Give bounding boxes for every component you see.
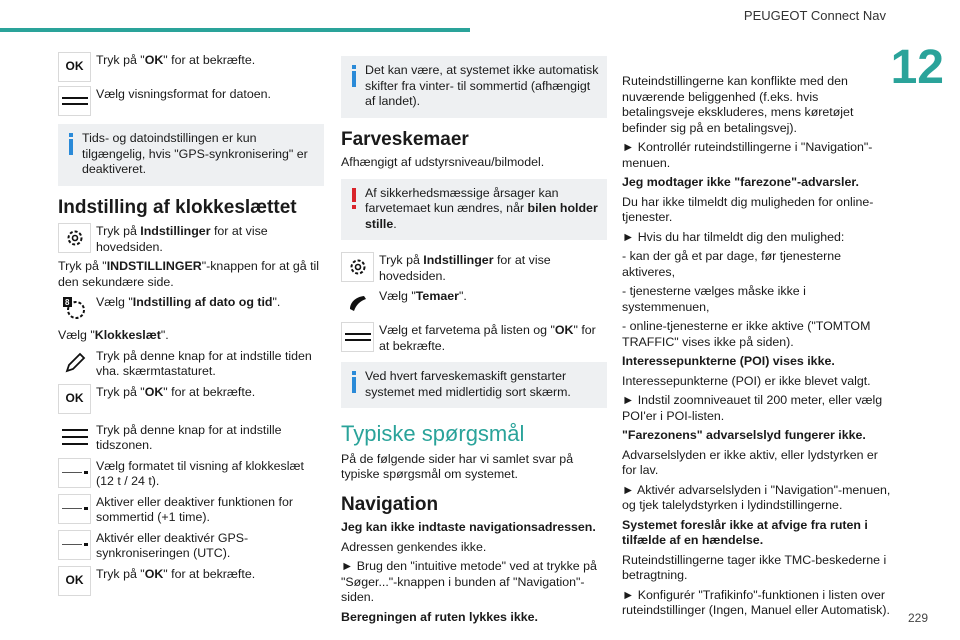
info-note: Det kan være, at systemet ikke automatisk skifter fra vinter- til sommertid (afhængigt af landet). xyxy=(341,56,607,118)
info-note: Ved hvert farveskemaskift genstarter systemet med midlertidig sort skærm. xyxy=(341,362,607,408)
svg-text:8: 8 xyxy=(64,298,69,307)
line-dash-icon xyxy=(58,458,91,488)
question: Jeg modtager ikke "farezone"-advarsler. xyxy=(622,175,859,189)
gear-icon xyxy=(58,223,91,253)
question: Jeg kan ikke indtaste navigationsadressen. xyxy=(341,520,596,534)
step-text: Tryk på denne knap for at indstille tidszonen. xyxy=(96,422,282,452)
question: Beregningen af ruten lykkes ikke. xyxy=(341,609,538,624)
paragraph: Advarselslyden er ikke aktiv, eller lydstyrken er for lav. xyxy=(622,447,878,477)
paragraph: ► Aktivér advarselslyden i "Navigation"-menuen, og tjek talelydstyrken i lydindstillingerne. xyxy=(622,482,891,512)
step-row xyxy=(58,294,324,324)
step-text: Tryk på "OK" for at bekræfte. xyxy=(96,384,256,399)
step-row xyxy=(58,530,324,562)
paragraph: Ruteindstillingerne tager ikke TMC-beskederne i betragtning. xyxy=(622,552,887,582)
paragraph: Adressen genkendes ikke. xyxy=(341,539,487,554)
question: Interessepunkterne (POI) vises ikke. xyxy=(622,354,835,368)
column-3 xyxy=(622,74,892,623)
section-heading: Farveskemaer xyxy=(341,128,469,150)
gear-icon xyxy=(341,252,374,282)
paragraph: - online-tjenesterne er ikke aktive ("TOMTOM TRAFFIC" vises ikke på siden). xyxy=(622,319,871,349)
column-2 xyxy=(341,52,607,629)
section-heading: Indstilling af klokkeslættet xyxy=(58,196,297,218)
paragraph: ► Brug den "intuitive metode" ved at trykke på "Søger..."-knappen i bunden af "Navigation"-siden. xyxy=(341,559,597,604)
paragraph: På de følgende sider har vi samlet svar på typiske spørgsmål om systemet. xyxy=(341,451,574,481)
warning-icon xyxy=(350,188,358,211)
info-note: Tids- og datoindstillingen er kun tilgængelig, hvis "GPS-synkronisering" er deaktiveret. xyxy=(58,124,324,186)
header-accent-bar xyxy=(0,28,470,32)
paragraph: ► Kontrollér ruteindstillingerne i "Navigation"-menuen. xyxy=(622,140,873,170)
section-heading: Typiske spørgsmål xyxy=(341,421,525,446)
step-row xyxy=(58,223,324,255)
paragraph: - tjenesterne vælges måske ikke i systemmenuen, xyxy=(622,284,806,314)
paragraph: Afhængigt af udstyrsniveau/bilmodel. xyxy=(341,155,545,169)
step-text: Aktivér eller deaktivér GPS-synkroniseringen (UTC). xyxy=(96,530,249,560)
step-text: Vælg et farvetema på listen og "OK" for at bekræfte. xyxy=(379,323,596,353)
line-dash-icon xyxy=(58,530,91,560)
info-icon xyxy=(350,371,358,394)
step-text: Vælg visningsformat for datoen. xyxy=(96,87,271,101)
gear-badge-icon xyxy=(58,294,91,324)
step-row xyxy=(58,566,324,596)
list-bar-icon xyxy=(58,86,91,116)
step-text: Vælg "Temaer". xyxy=(379,289,467,303)
running-head: PEUGEOT Connect Nav xyxy=(743,8,886,23)
paragraph: Interessepunkterne (POI) er ikke blevet valgt. xyxy=(622,373,871,388)
question: "Farezonens" advarselslyd fungerer ikke. xyxy=(622,428,866,442)
step-row xyxy=(58,52,324,82)
step-row xyxy=(341,288,607,318)
menu-lines-icon xyxy=(58,422,91,452)
chapter-number: 12 xyxy=(890,41,944,94)
ok-button-icon: OK xyxy=(58,384,91,414)
page-number: 229 xyxy=(907,611,928,625)
question: Systemet foreslår ikke at afvige fra ruten i tilfælde af en hændelse. xyxy=(622,517,868,547)
paragraph: ► Konfigurér "Trafikinfo"-funktionen i listen over ruteindstillinger (Ingen, Manuel eller Automatisk). xyxy=(622,587,890,617)
step-text: Tryk på Indstillinger for at vise hovedsiden. xyxy=(96,224,268,254)
ok-button-icon: OK xyxy=(58,52,91,82)
paragraph: - kan der gå et par dage, før tjenesterne aktiveres, xyxy=(622,249,842,279)
step-row xyxy=(58,384,324,414)
column-1 xyxy=(58,52,324,600)
step-text: Vælg "Indstilling af dato og tid". xyxy=(96,295,281,309)
step-row xyxy=(58,86,324,116)
info-icon xyxy=(350,65,358,88)
paragraph: ► Indstil zoomniveauet til 200 meter, eller vælg POI'er i POI-listen. xyxy=(622,393,883,423)
step-row xyxy=(58,348,324,380)
step-text: Aktiver eller deaktiver funktionen for sommertid (+1 time). xyxy=(96,494,293,524)
step-text: Tryk på "OK" for at bekræfte. xyxy=(96,53,256,67)
ok-button-icon: OK xyxy=(58,566,91,596)
step-text: Vælg formatet til visning af klokkeslæt (12 t / 24 t). xyxy=(96,458,304,488)
step-row xyxy=(341,252,607,284)
step-text: Tryk på Indstillinger for at vise hovedsiden. xyxy=(379,253,551,283)
step-row xyxy=(58,494,324,526)
paragraph: Ruteindstillingerne kan konflikte med den nuværende beliggenhed (f.eks. hvis betalingsveje ekskluderes, mens køretøjet befinder sig på en betalingsvej). xyxy=(622,74,854,135)
step-text: Tryk på denne knap for at indstille tiden vha. skærmtastaturet. xyxy=(96,348,312,378)
paragraph: ► Hvis du har tilmeldt dig den mulighed: xyxy=(622,229,845,244)
line-dash-icon xyxy=(58,494,91,524)
pencil-icon xyxy=(58,348,91,378)
step-text: Tryk på "OK" for at bekræfte. xyxy=(96,566,256,581)
section-heading: Navigation xyxy=(341,493,439,515)
paragraph: Tryk på "INDSTILLINGER"-knappen for at gå til den sekundære side. xyxy=(58,259,320,289)
paragraph: Vælg "Klokkeslæt". xyxy=(58,328,169,342)
step-row xyxy=(58,422,324,454)
step-row xyxy=(341,322,607,354)
step-row xyxy=(58,458,324,490)
list-bar-icon xyxy=(341,322,374,352)
paragraph: Du har ikke tilmeldt dig muligheden for online-tjenester. xyxy=(622,194,874,224)
palette-icon xyxy=(341,288,374,318)
info-icon xyxy=(67,133,75,156)
warning-note: Af sikkerhedsmæssige årsager kan farvetemaet kun ændres, når bilen holder stille. xyxy=(341,179,607,241)
